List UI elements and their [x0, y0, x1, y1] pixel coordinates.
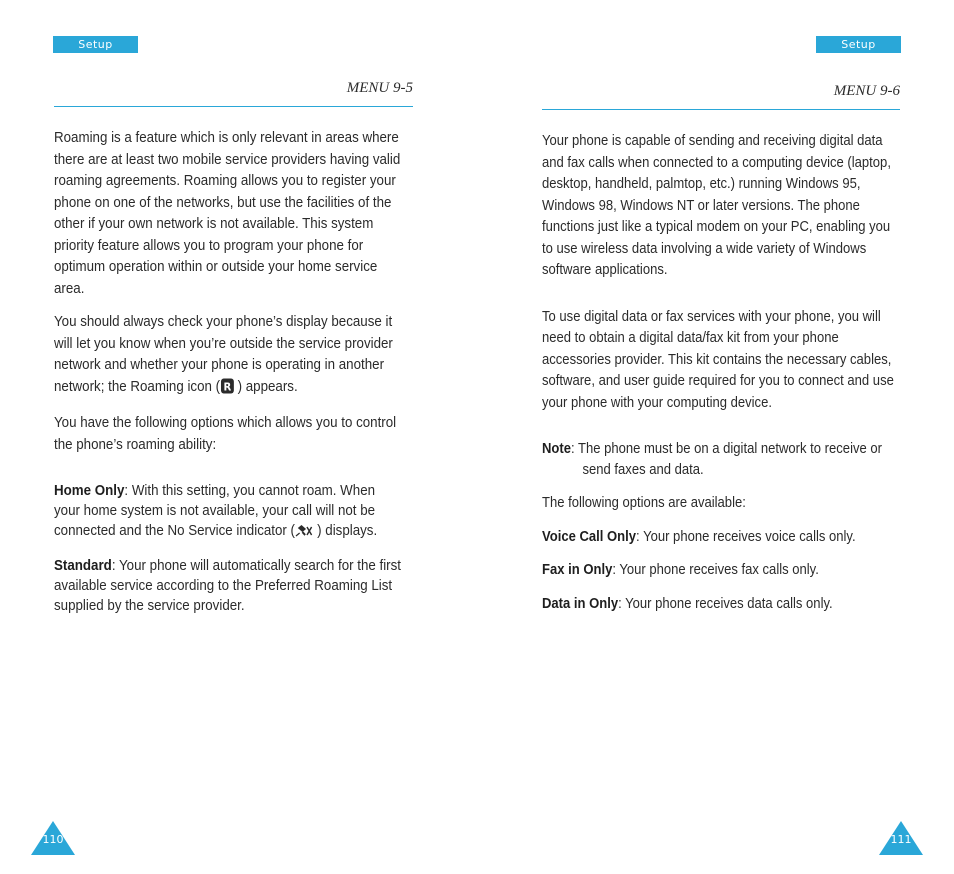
paragraph-display-check [54, 312, 404, 401]
option-description: : Your phone will automatically search for the first available service according to the Preferred Roaming List supplied by the service provider. [54, 558, 401, 614]
paragraph-text: ) appears. [237, 378, 298, 395]
option-data-in-only [542, 594, 898, 616]
note [542, 439, 898, 481]
option-description: ) displays. [317, 523, 378, 539]
paragraph-data-fax-intro: Your phone is capable of sending and receiving digital data and fax calls when connected to a computing device (laptop, desktop, handheld, palmtop, etc.) running Windows 95, Windows 98, Windows NT or later versions. The phone functions just like a typical modem on your PC, enabling you to use wireless data involving a wide variety of Windows software applications. [542, 133, 891, 278]
option-term: Standard [54, 558, 112, 574]
option-term: Voice Call Only [542, 528, 637, 545]
section-tab-setup: Setup [53, 36, 138, 53]
page-content [542, 131, 898, 627]
header-rule [54, 106, 413, 107]
option-term: Data in Only [542, 595, 619, 612]
menu-label: MENU 9-6 [833, 83, 900, 99]
page-number: 111 [890, 833, 912, 846]
option-fax-in-only [542, 560, 898, 582]
page-content [54, 128, 404, 628]
page-number: 110 [42, 833, 64, 846]
section-tab-setup: Setup [816, 36, 901, 53]
paragraph-text: You should always check your phone’s display because it will let you know when you’re outside the service provider network and whether your phone is operating in another network; the Roaming icon ( [54, 314, 393, 395]
roaming-icon [220, 378, 234, 402]
option-term: Home Only [54, 483, 125, 499]
paragraph-options-intro: You have the following options which allows you to control the phone’s roaming ability: [54, 415, 397, 453]
option-standard [54, 556, 404, 616]
header-rule [542, 109, 900, 110]
page-number-badge [31, 821, 75, 855]
page-number-badge [879, 821, 923, 855]
menu-label: MENU 9-5 [346, 80, 413, 96]
option-description: : Your phone receives fax calls only. [612, 562, 819, 578]
option-term: Fax in Only [542, 562, 613, 578]
option-voice-call-only [542, 527, 898, 549]
option-home-only [54, 481, 404, 544]
note-term: Note [542, 441, 572, 457]
note-text: : The phone must be on a digital network to receive or send faxes and data. [571, 441, 882, 478]
option-description: : With this setting, you cannot roam. When your home system is not available, your call will not be connected and the No Service indicator ( [54, 483, 376, 539]
right-page [477, 0, 954, 874]
paragraph-options-intro: The following options are available: [542, 495, 746, 511]
option-description: : Your phone receives voice calls only. [636, 528, 856, 545]
paragraph-roaming-intro: Roaming is a feature which is only relevant in areas where there are at least two mobile service providers having valid roaming agreements. Roaming allows you to register your phone on one of the networks, but use the facilities of the other if your own network is not available. This system priority feature allows you to program your phone for optimum operation within or outside your home service area. [54, 130, 401, 297]
paragraph-data-fax-kit: To use digital data or fax services with your phone, you will need to obtain a digital data/fax kit from your phone accessories provider. This kit contains the necessary cables, software, and user guide required for you to connect and use your phone with your computing device. [542, 308, 894, 411]
svg-text:R: R [223, 380, 231, 394]
option-description: : Your phone receives data calls only. [618, 595, 833, 612]
no-service-icon [295, 524, 313, 544]
